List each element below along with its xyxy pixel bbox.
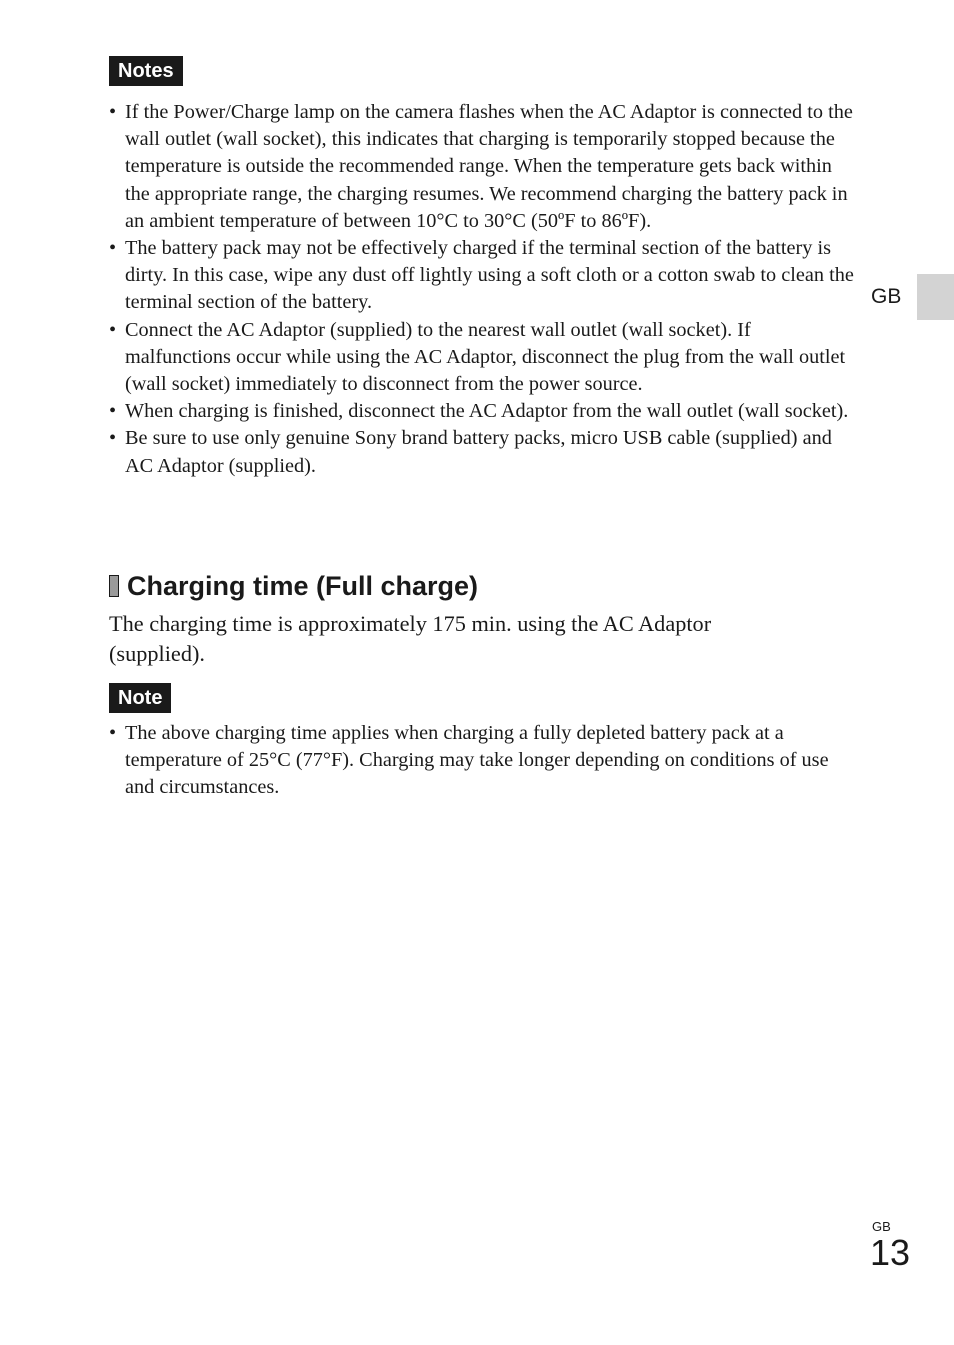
list-item: [109, 99, 861, 235]
list-item-text: If the Power/Charge lamp on the camera flashes when the AC Adaptor is connected to the wall outlet (wall socket), this indicates that charging is temporarily stopped because the temperature is outside the recommended range. When the temperature gets back within the appropriate range, the charging resumes. We recommend charging the battery pack in an ambient temperature of between 10°C to 30°C (50ºF to 86ºF).: [125, 101, 853, 232]
list-item: [109, 317, 861, 399]
bullet-marker: •: [109, 101, 117, 123]
heading-marker-icon: [109, 575, 119, 597]
note-label: Note: [109, 683, 171, 713]
list-item: [109, 398, 861, 425]
list-item-text: The above charging time applies when charging a fully depleted battery pack at a temperature of 25°C (77°F). Charging may take longer depending on conditions of use and circumstances.: [125, 722, 829, 799]
bullet-marker: •: [109, 427, 117, 450]
side-language-label: GB: [871, 285, 902, 308]
list-item: [109, 235, 861, 317]
list-item-text: Connect the AC Adaptor (supplied) to the nearest wall outlet (wall socket). If malfunctions occur while using the AC Adaptor, disconnect the plug from the wall outlet (wall socket) immediately to disconnect from the power source.: [125, 318, 846, 396]
bullet-marker: •: [109, 318, 117, 341]
section-heading-text: Charging time (Full charge): [127, 571, 479, 601]
notes-list: [109, 99, 861, 480]
list-item-text: Be sure to use only genuine Sony brand battery packs, micro USB cable (supplied) and AC Adaptor (supplied).: [125, 427, 832, 477]
charging-time-text: The charging time is approximately 175 min. using the AC Adaptor (supplied).: [109, 611, 712, 666]
notes-label: Notes: [109, 56, 183, 86]
list-item-text: The battery pack may not be effectively charged if the terminal section of the battery is dirty. In this case, wipe any dust off lightly using a soft cloth or a cotton swab to clean the terminal section of the battery.: [125, 237, 854, 314]
bullet-marker: •: [109, 237, 117, 260]
note-list: [109, 720, 861, 802]
list-item: [109, 720, 861, 802]
bullet-marker: •: [109, 400, 117, 423]
side-language-tab: [917, 274, 954, 320]
page-language-label: GB: [872, 1219, 891, 1234]
list-item-text: When charging is finished, disconnect the AC Adaptor from the wall outlet (wall socket).: [125, 400, 849, 423]
bullet-marker: •: [109, 722, 117, 744]
page-number: 13: [870, 1232, 911, 1273]
list-item: [109, 425, 861, 479]
section-heading: [109, 569, 478, 603]
